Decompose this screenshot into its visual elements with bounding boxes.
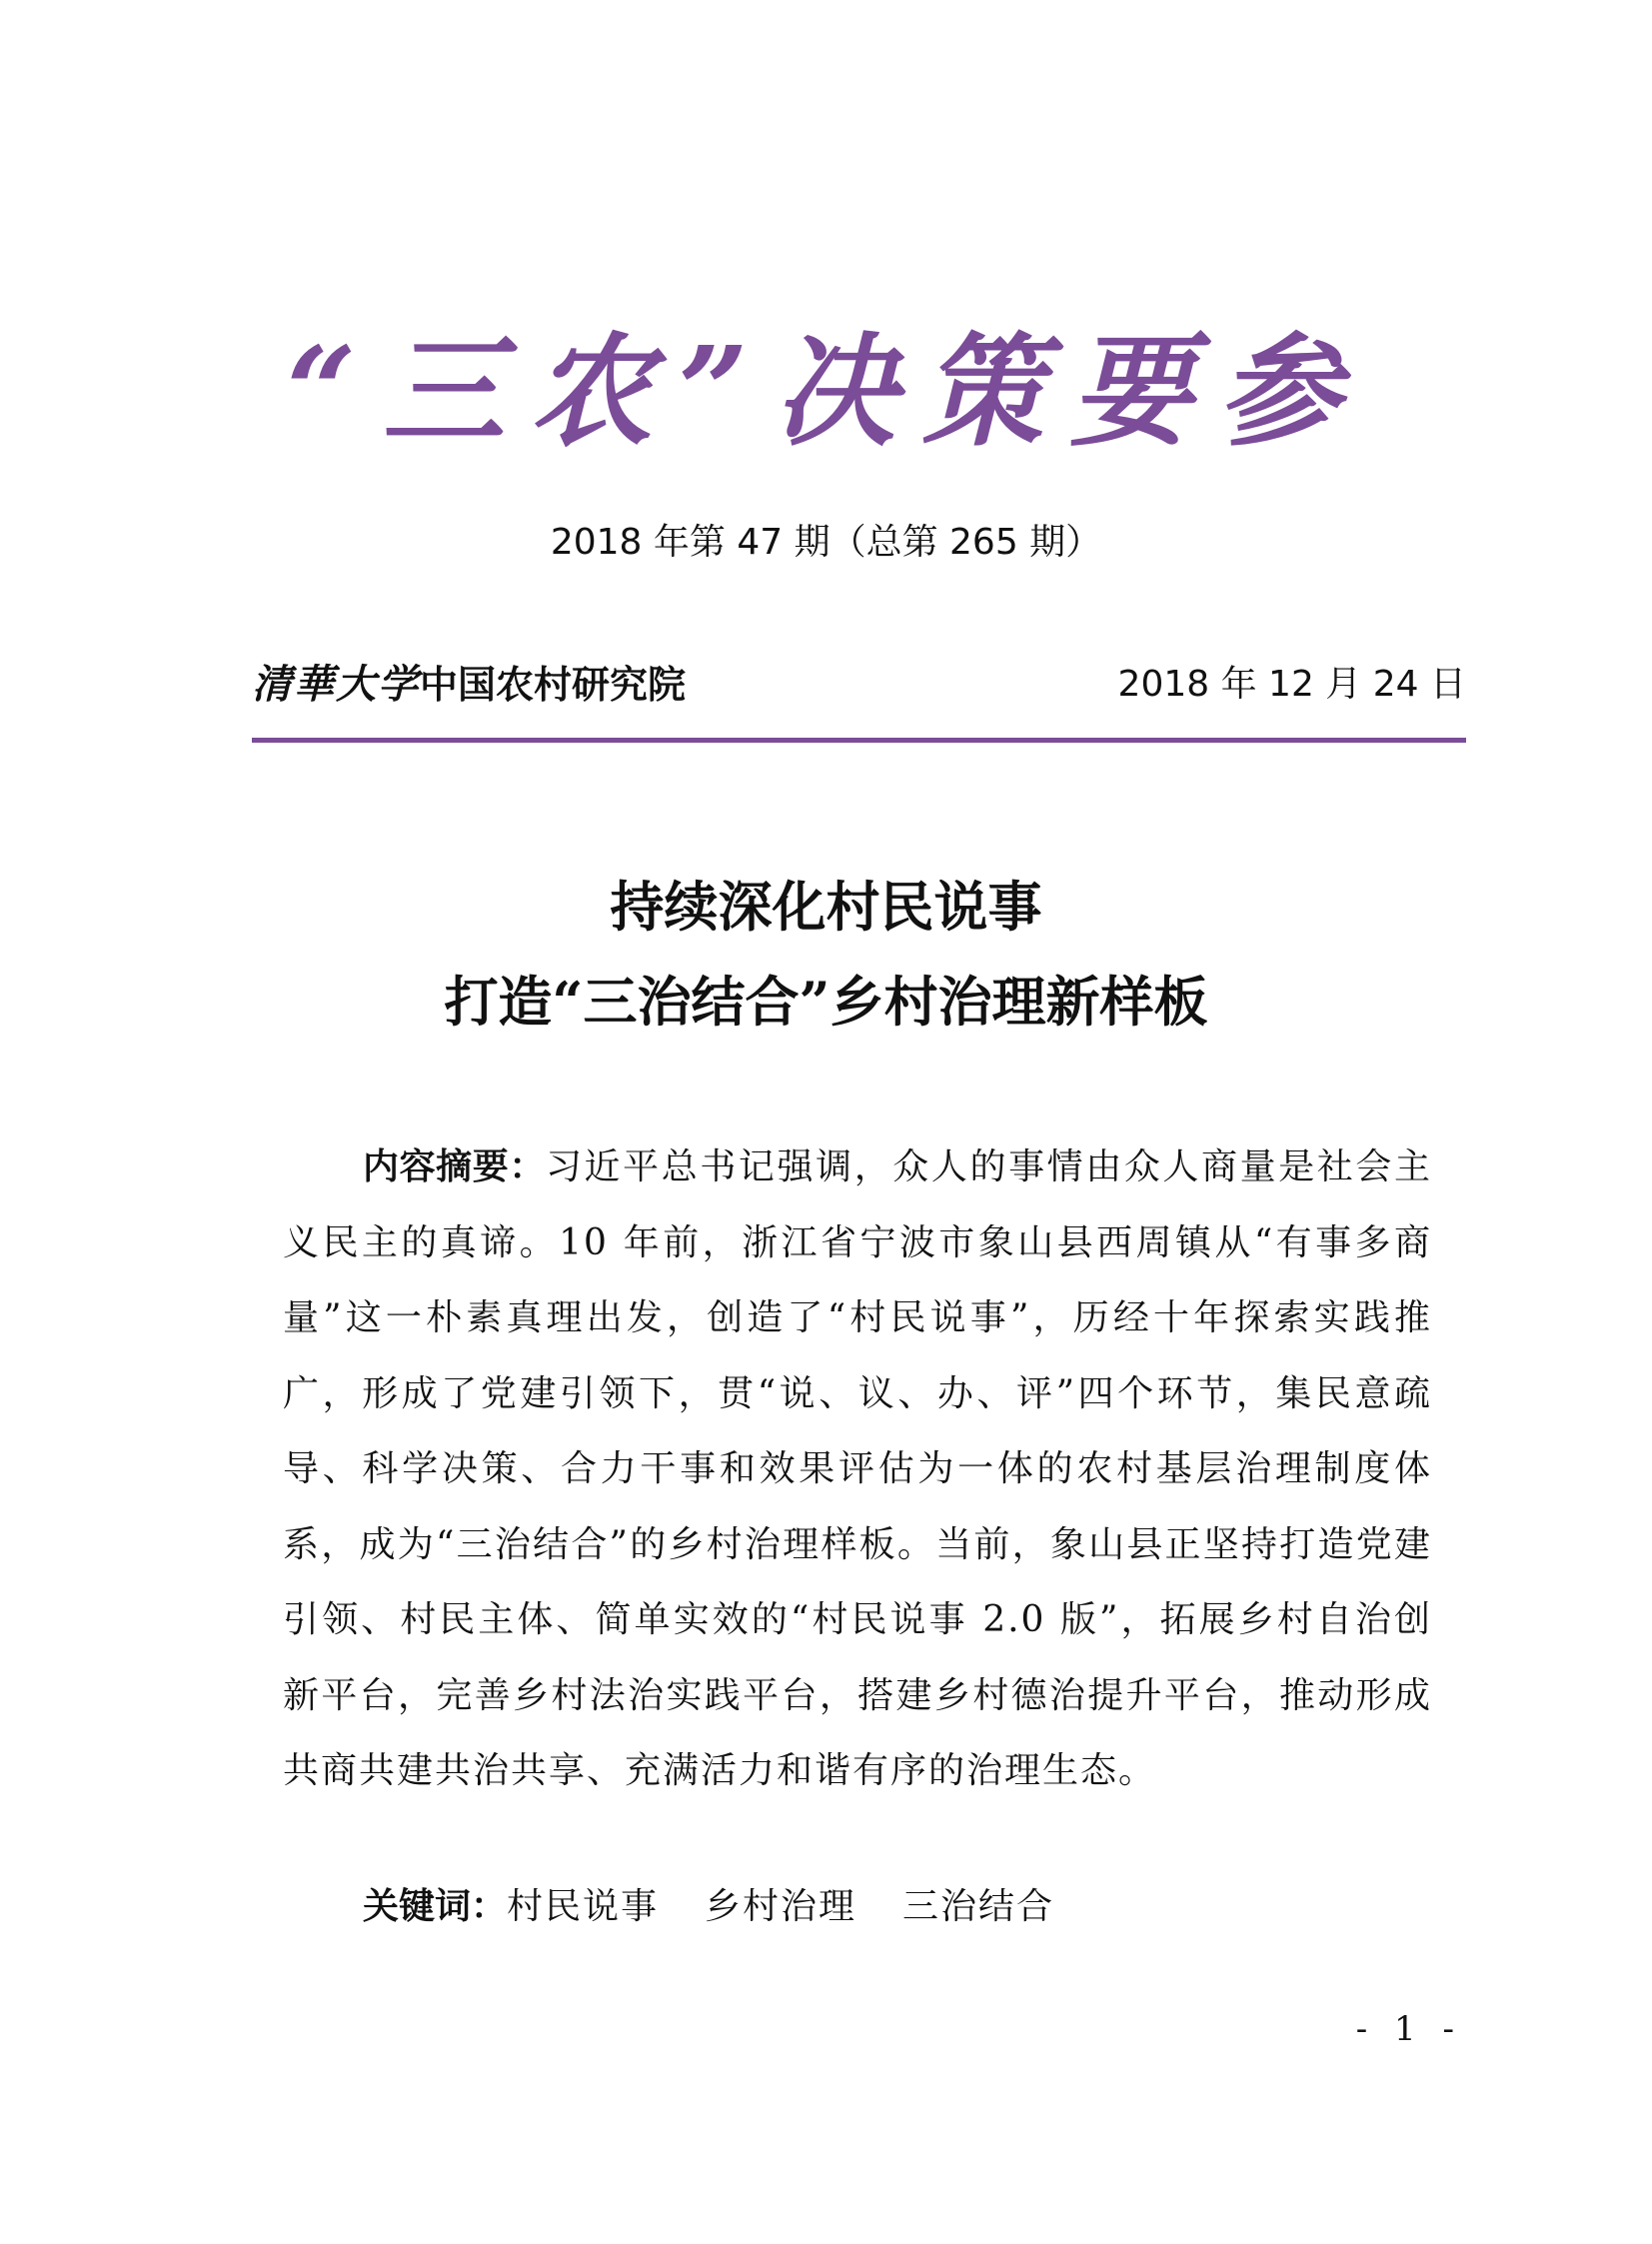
- page-number: - 1 -: [1355, 2009, 1462, 2049]
- publish-date: 2018 年 12 月 24 日: [1117, 664, 1466, 705]
- university-logo: 清華大学: [252, 661, 420, 708]
- abstract-paragraph: [283, 1129, 1432, 1809]
- keywords-line: [363, 1876, 1100, 1937]
- institute-name: 中国农村研究院: [420, 662, 687, 707]
- header-divider: [252, 738, 1466, 743]
- article-title-line1: 持续深化村民说事: [610, 875, 1042, 939]
- keyword: 村民说事: [507, 1886, 660, 1927]
- keyword: 三治结合: [902, 1886, 1055, 1927]
- issue-number: 2018 年第 47 期（总第 265 期）: [550, 522, 1102, 563]
- keywords-label: 关键词：: [363, 1885, 508, 1927]
- masthead-title: “三农”决策要参: [286, 319, 1366, 463]
- abstract-text: 习近平总书记强调，众人的事情由众人商量是社会主义民主的真谛。10 年前，浙江省宁波市象山县西周镇从“有事多商量”这一朴素真理出发，创造了“村民说事”，历经十年探索实践推广，形成了党建引领下，贯“说、议、办、评”四个环节，集民意疏导、科学决策、合力干事和效果评估为一体的农村基层治理制度体系，成为“三治结合”的乡村治理样板。当前，象山县正坚持打造党建引领、村民主体、简单实效的“村民说事 2.0 版”，拓展乡村自治创新平台，完善乡村法治实践平台，搭建乡村德治提升平台，推动形成共商共建共治共享、充满活力和谐有序的治理生态。: [283, 1146, 1432, 1791]
- article-title-line2: 打造“三治结合”乡村治理新样板: [444, 970, 1208, 1034]
- org-header: [252, 660, 1466, 710]
- keyword: 乡村治理: [705, 1886, 857, 1927]
- abstract-label: 内容摘要：: [363, 1145, 546, 1187]
